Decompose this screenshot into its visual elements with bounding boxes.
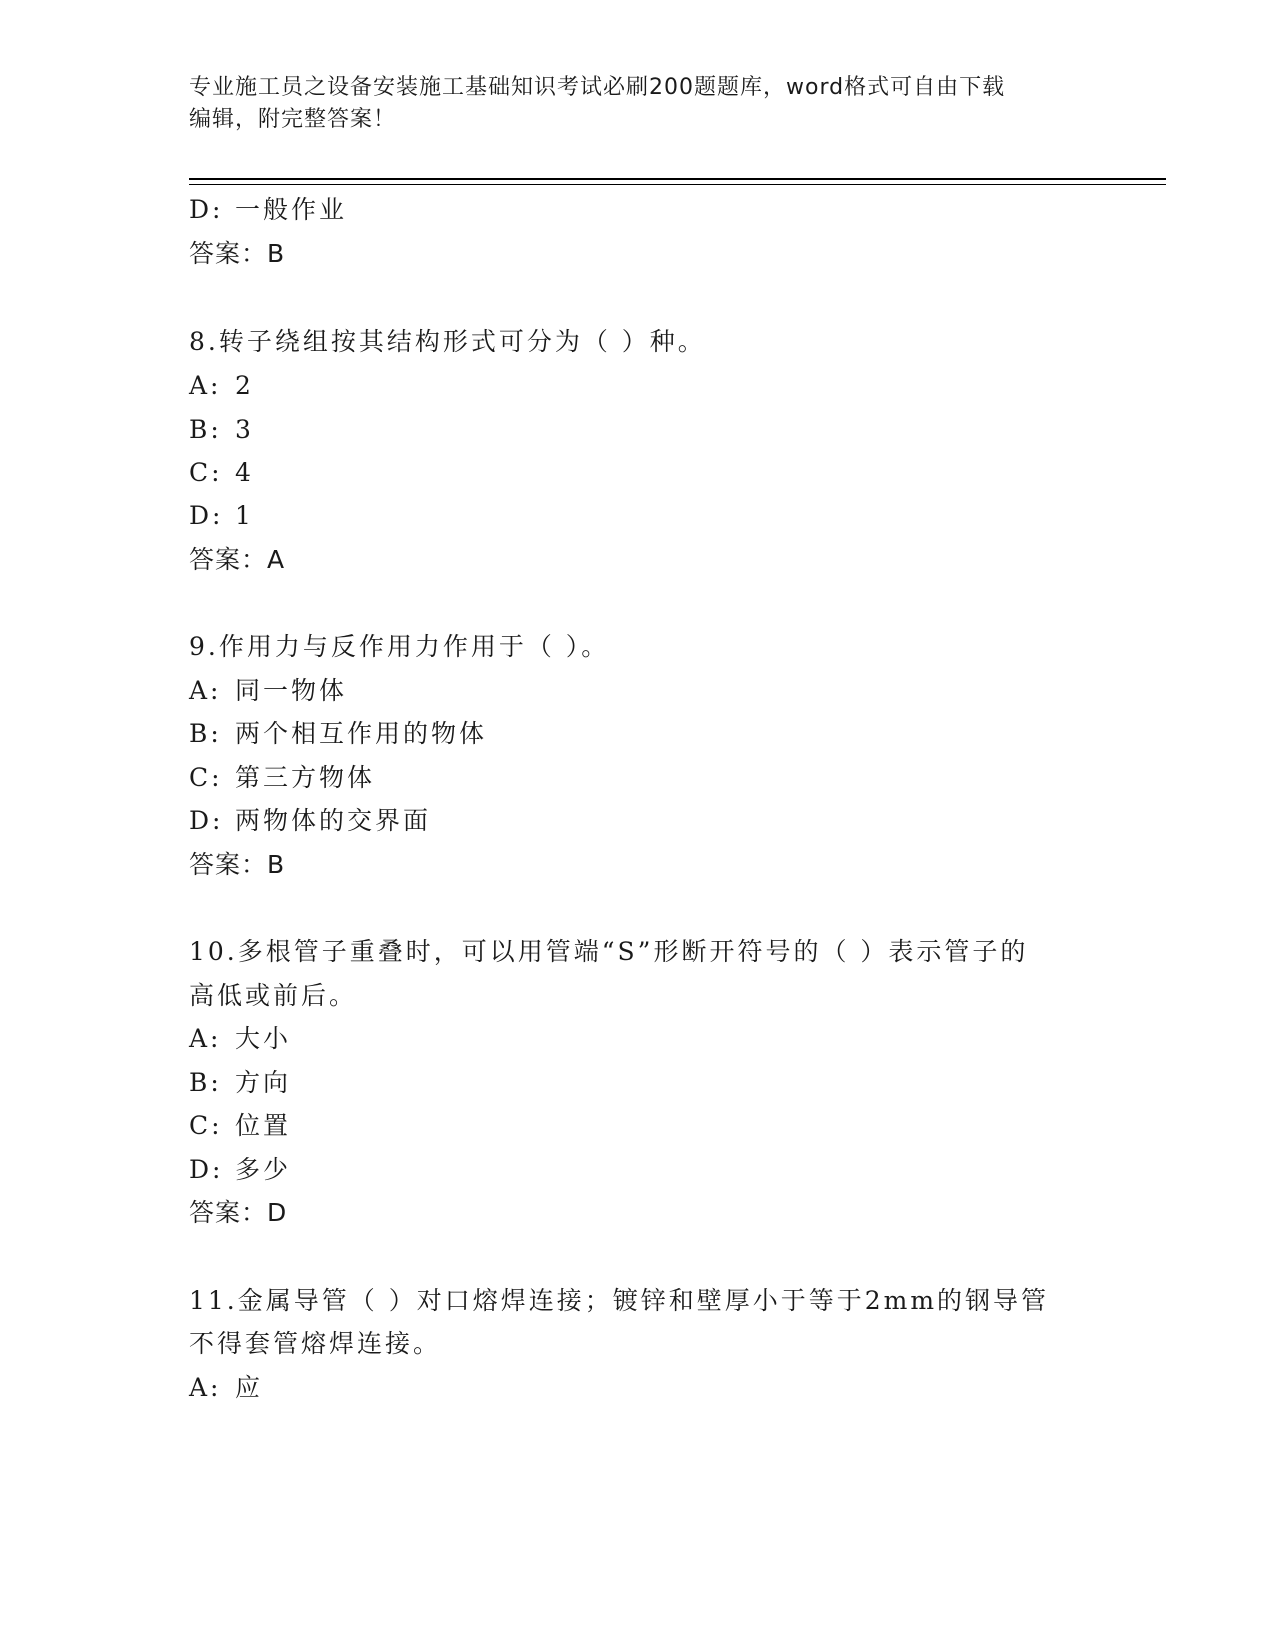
- option-text: 一般作业: [235, 195, 348, 224]
- question-stem-10-line2: 高低或前后。: [189, 981, 358, 1010]
- option-letter: D:: [189, 195, 224, 224]
- option-b: [189, 718, 487, 750]
- option-letter: A:: [189, 1373, 222, 1402]
- question-stem-9: 9.作用力与反作用力作用于（ ）。: [189, 632, 610, 661]
- answer-line: 答案：D: [189, 1198, 288, 1227]
- option-a: [189, 675, 347, 707]
- question-stem-8: 8.转子绕组按其结构形式可分为（ ）种。: [189, 327, 706, 356]
- option-text: 大小: [235, 1024, 292, 1053]
- option-c: [189, 762, 375, 794]
- answer-line: 答案：B: [189, 239, 286, 268]
- option-d: [189, 194, 347, 226]
- question-stem-10-line1: 10.多根管子重叠时，可以用管端“S”形断开符号的（ ）表示管子的: [189, 937, 1029, 966]
- option-a: [189, 1372, 263, 1404]
- option-letter: C:: [189, 763, 223, 792]
- question-stem-11-line1: 11.金属导管（ ）对口熔焊连接；镀锌和壁厚小于等于2mm的钢导管: [189, 1286, 1050, 1315]
- option-d: [189, 805, 431, 837]
- option-text: 应: [235, 1373, 264, 1402]
- option-letter: B:: [189, 1068, 222, 1097]
- option-d: [189, 500, 254, 532]
- header-title-line2: 编辑，附完整答案！: [189, 107, 397, 132]
- option-letter: D:: [189, 501, 224, 530]
- option-letter: C:: [189, 458, 223, 487]
- option-c: [189, 457, 254, 489]
- option-letter: D:: [189, 1155, 224, 1184]
- option-letter: A:: [189, 371, 222, 400]
- option-b: [189, 1067, 291, 1099]
- option-text: 1: [235, 501, 254, 530]
- option-text: 两个相互作用的物体: [235, 719, 488, 748]
- header-title-line1: 专业施工员之设备安装施工基础知识考试必刷200题题库，word格式可自由下载: [189, 75, 1006, 100]
- document-header: [189, 72, 1069, 136]
- option-letter: A:: [189, 1024, 222, 1053]
- header-divider-thin: [189, 184, 1166, 185]
- option-c: [189, 1110, 291, 1142]
- option-letter: B:: [189, 719, 222, 748]
- option-letter: B:: [189, 415, 222, 444]
- option-text: 同一物体: [235, 676, 348, 705]
- option-letter: C:: [189, 1111, 223, 1140]
- answer-line: 答案：A: [189, 545, 286, 574]
- option-text: 两物体的交界面: [235, 806, 432, 835]
- option-text: 方向: [235, 1068, 292, 1097]
- option-b: [189, 414, 254, 446]
- option-letter: D:: [189, 806, 224, 835]
- option-letter: A:: [189, 676, 222, 705]
- question-stem-11-line2: 不得套管熔焊连接。: [189, 1329, 442, 1358]
- option-a: [189, 370, 254, 402]
- option-text: 4: [235, 458, 254, 487]
- option-text: 3: [235, 415, 254, 444]
- option-a: [189, 1023, 291, 1055]
- option-text: 2: [235, 371, 254, 400]
- header-divider-thick: [189, 178, 1166, 180]
- answer-line: 答案：B: [189, 850, 286, 879]
- option-text: 位置: [235, 1111, 292, 1140]
- option-d: [189, 1154, 291, 1186]
- option-text: 第三方物体: [235, 763, 376, 792]
- option-text: 多少: [235, 1155, 292, 1184]
